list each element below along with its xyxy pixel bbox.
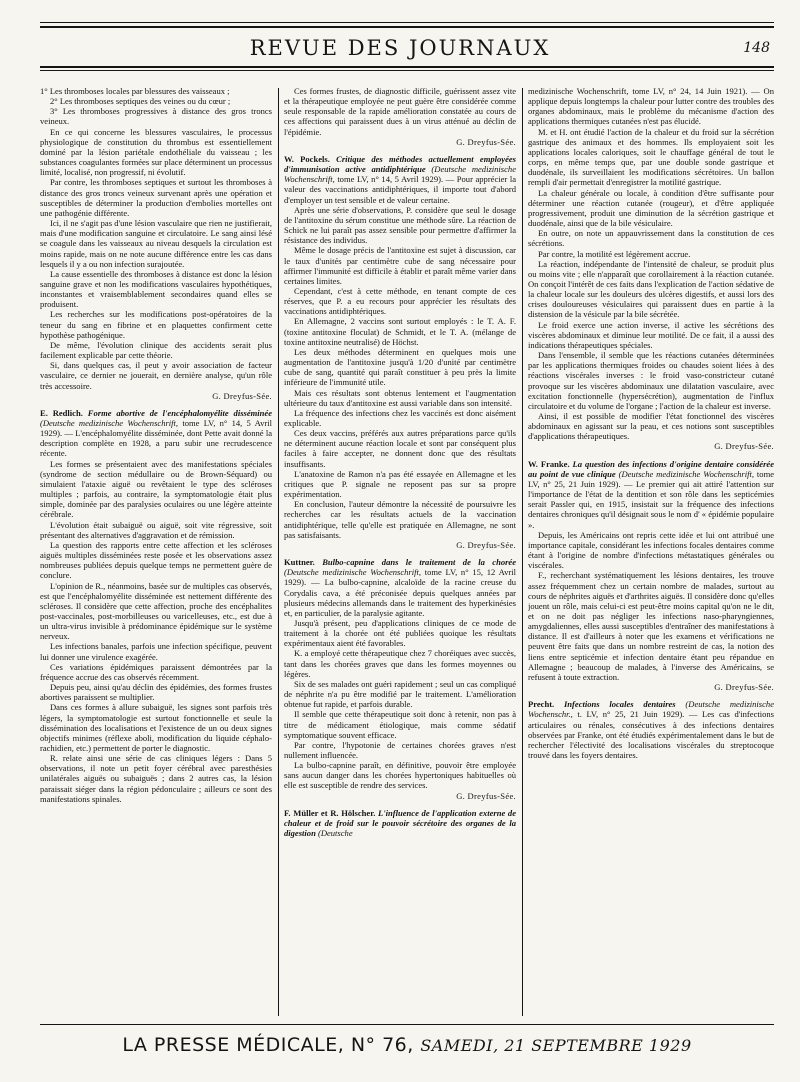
paragraph: Ici, il ne s'agit pas d'une lésion vasculaire que rien ne justifierait, mais d'une modification sanguine et circulatoire. Le sang ainsi lésé se coagule dans les vaisseaux au niveau desquels la circulation est moins rapide, mais on ne note aucune différence entre les cas dans lesquels il y a ou non infection surajoutée. [40, 218, 272, 269]
paragraph: Par contre, les thromboses septiques et surtout les thromboses à distance des gros troncs veineux survenant après une opération et susceptibles de déterminer la production d'embolies mortelles ont une pathogénie différente. [40, 177, 272, 218]
header-rule-top-thick [40, 26, 774, 28]
article-author: Kuttner. [284, 557, 315, 568]
article-title: La question des infections d'origine dentaire considérée au point de vue clinique [528, 458, 774, 479]
article-text: tome LV, n° 25, 21 Juin 1929). — Le premier qui ait attiré l'attention sur l'importance de l'état de la dentition et son rôle dans les septicémies serait Passler qui, en 1915, insistait sur la fréquence des infections dentaires chroniques qu'il désignait sous le nom d' « épidémie populaire ». [528, 468, 774, 530]
paragraph: Le froid exerce une action inverse, il active les sécrétions des viscères abdominaux et diminue leur motilité. De ce fait, il a aussi des indications thérapeutiques spéciales. [528, 319, 774, 350]
paragraph: K. a employé cette thérapeutique chez 7 choréiques avec succès, tant dans les chorées graves que dans les formes moyennes ou légères. [284, 648, 516, 679]
article-heading [528, 459, 774, 530]
paragraph: R. relate ainsi une série de cas cliniques légers : Dans 5 observations, il note un petit foyer cérébral avec paresthésies unilatérales aiguës ou subaiguës ; dans 2 autres cas, la lésion paraissait siéger dans la région pédonculaire ; ailleurs ce sont des manifestations spinales. [40, 753, 272, 804]
author-signature: G. Dreyfus-Sée. [212, 390, 272, 401]
article-author: W. Franke. [528, 458, 570, 469]
paragraph: medizinische Wochenschrift, tome LV, n° 24, 14 Juin 1921). — On applique depuis longtemps la chaleur pour lutter contre des troubles des organes abdominaux, mais le problème du mécanisme d'action des applications thermiques cutanées n'est pas élucidé. [528, 86, 774, 127]
article-author: W. Pockels. [284, 153, 330, 164]
paragraph: Ainsi, il est possible de modifier l'état fonctionnel des viscères abdominaux en agissant sur la peau, et ces notions sont susceptibles d'applications thérapeutiques. [528, 411, 774, 442]
footer-date: SAMEDI, 21 SEPTEMBRE 1929 [420, 1036, 692, 1055]
paragraph: Ces variations épidémiques paraissent démontrées par la fréquence accrue des cas observés récemment. [40, 661, 272, 682]
article-title: Bulbo-capnine dans le traitement de la chorée [322, 557, 516, 568]
paragraph: Les infections banales, parfois une infection spécifique, peuvent lui donner une virulence exagérée. [40, 641, 272, 662]
paragraph: Mais ces résultats sont obtenus lentement et l'augmentation ultérieure du taux d'antitoxine est aussi variable dans son intensité. [284, 387, 516, 408]
text-column-3 [528, 86, 774, 1026]
paragraph: Par contre, l'hypotonie de certaines chorées graves n'est nullement influencée. [284, 739, 516, 760]
paragraph: L'anatoxine de Ramon n'a pas été essayée en Allemagne et les critiques que P. signale ne reposent pas sur sa propre expérimentation. [284, 468, 516, 500]
paragraph: Les deux méthodes déterminent en quelques mois une augmentation de l'antitoxine jusqu'à 1/20 d'unité par centimètre cube de sang, quantité qui paraît constituer à peu près la limite inférieure de l'immunité utile. [284, 346, 516, 388]
paragraph: 3° Les thromboses progressives à distance des gros troncs veineux. [40, 106, 272, 127]
footer-rule [40, 1024, 774, 1025]
text-column-2 [284, 86, 516, 1026]
text-column-1 [40, 86, 272, 1026]
paragraph: Il semble que cette thérapeutique soit donc à retenir, non pas à titre de médicament étiologique, mais comme sédatif symptomatique souvent efficace. [284, 709, 516, 740]
footer-journal: LA PRESSE MÉDICALE, N° 76, [122, 1034, 414, 1056]
column-divider-1 [278, 88, 279, 1016]
paragraph: En conclusion, l'auteur démontre la nécessité de poursuivre les recherches car les résultats actuels de la vaccination antidiphtérique, telle qu'elle est pratiquée en Allemagne, ne sont pas satisfaisants. [284, 499, 516, 540]
paragraph: Six de ses malades ont guéri rapidement ; seul un cas compliqué de néphrite n'a pu être modifié par le traitement. L'amélioration obtenue fut rapide, et parfois durable. [284, 678, 516, 710]
paragraph: 2° Les thromboses septiques des veines ou du cœur ; [50, 96, 231, 107]
article-source: (Deutsche medizinische Wochenschrift, [284, 567, 421, 578]
article-source: (Deutsche [317, 828, 353, 839]
paragraph: Depuis, les Américains ont repris cette idée et lui ont attribué une importance capitale, considérant les infections focales dentaires comme étant à l'origine de nombre d'infections métastatiques générales ou viscérales. [528, 529, 774, 571]
article-text: tome LV, n° 14, 5 Avril 1929). — L'encéphalomyélite disséminée, dont Pette avait donné la description complète en 1928, a paru subir une recrudescence récente. [40, 418, 272, 459]
author-signature: G. Dreyfus-Sée. [714, 441, 774, 452]
article-text: t. LV, n° 25, 21 Juin 1929). — Les cas d'infections articulaires ou rénales, consécutives à des infections dentaires observées par Franke, ont été étudiés expérimentalement dans le but de rechercher l'électivité des localisations viscérales du streptocoque trouvé dans les foyers dentaires. [528, 709, 774, 760]
paragraph: Ces deux vaccins, préférés aux autres préparations parce qu'ils ne déterminent aucune réaction locale et sont par conséquent plus faciles à faire accepter, ne donnent donc que des résultats insuffisants. [284, 428, 516, 469]
paragraph: M. et H. ont étudié l'action de la chaleur et du froid sur la sécrétion gastrique des animaux et des hommes. Ils employaient soit les applications locales caloriques, soit le chauffage général de tout le corps, en même temps que, par une double sonde gastrique et duodénale, ils surveillaient les modifications sécrétoires. Un ballon rempli d'air permettait d'enregistrer la motilité gastrique. [528, 126, 774, 188]
header-rule-bottom [40, 66, 774, 68]
paragraph: F., recherchant systématiquement les lésions dentaires, les trouve assez fréquemment chez un certain nombre de malades, surtout au cours de néphrites aiguës et d'arthrites aiguës. Il considère donc qu'elles jouent un rôle, mais celui-ci est peut-être moins capital qu'on ne le dit, et on ne doit pas négliger les infections naso-pharyngiennes, amygdaliennes, elles aussi susceptibles d'entraîner des manifestations à distance. Il est d'ailleurs à noter que les examens et vérifications ne peuvent être faits que dans un nombre restreint de cas, la notion des liens entre septicémie et infection dentaire étant peu répandue en Allemagne ; beaucoup de malades, à l'inverse des Américains, se refusent à toute extraction. [528, 570, 774, 682]
paragraph: Par contre, la motilité est légèrement accrue. [538, 248, 691, 259]
paragraph: Si, dans quelques cas, il peut y avoir association de facteur vasculaire, ce dernier ne jouerait, en dernière analyse, qu'un rôle très accessoire. [40, 360, 272, 391]
author-signature: G. Dreyfus-Sée. [456, 136, 516, 147]
paragraph: Dans ces formes à allure subaiguë, les signes sont parfois très légers, la symptomatologie est surtout fonctionnelle et seule la dissémination des localisations et l'existence de un ou deux signes objectifs minimes (réflexe aboli, modification du liquide céphalo-rachidien, etc.) permettent de porter le diagnostic. [40, 702, 272, 753]
paragraph: La réaction, indépendante de l'intensité de chaleur, se produit plus ou moins vite ; elle n'apparaît que corollairement à la réaction cutanée. On conçoit l'intérêt de ces faits dans l'explication de l'action sédative de la chaleur locale sur les douleurs des ulcères digestifs, et aussi lors des crises douloureuses vésiculaires qui paraissent dues en partie à la distension de la vésicule par la bile sécrétée. [528, 258, 774, 320]
page-number: 148 [743, 40, 770, 56]
paragraph: En Allemagne, 2 vaccins sont surtout employés : le T. A. F. (toxine antitoxine floculat) de Schmidt, et le T. A. (mélange de toxine antitoxine neutralisé) de Höchst. [284, 316, 516, 347]
footer [40, 1034, 774, 1056]
paragraph: Cependant, c'est à cette méthode, en tenant compte de ces réserves, que P. a eu recours pour apprécier les résultats des vaccinations antidiphtériques. [284, 285, 516, 317]
paragraph: Jusqu'à présent, peu d'applications cliniques de ce mode de traitement à la chorée ont été publiées quoique les résultats expérimentaux aient été favorables. [284, 617, 516, 649]
paragraph: La fréquence des infections chez les vaccinés est donc aisément explicable. [284, 407, 516, 428]
article-text: tome LV, n° 14, 5 Avril 1929). — Pour apprécier la valeur des vaccinations antidiphtériques, il importe tout d'abord d'employer un test sensible et de valeur certaine. [284, 174, 516, 205]
author-signature: G. Dreyfus-Sée. [456, 790, 516, 801]
paragraph: De même, l'évolution clinique des accidents serait plus facilement explicable par cette théorie. [40, 339, 272, 361]
paragraph: Depuis peu, ainsi qu'au déclin des épidémies, des formes frustes abortives paraissent se multiplier. [40, 682, 272, 703]
article-author: Precht. [528, 699, 555, 710]
journal-section-title: REVUE DES JOURNAUX [249, 36, 551, 60]
article-heading [284, 808, 516, 838]
paragraph: Ces formes frustes, de diagnostic difficile, guérissent assez vite et la thérapeutique employée ne peut guère être considérée comme seule responsable de la rapide amélioration constatée au cours de ces affections qui paraissent dues à un virus atténué au déclin de l'épidémie. [284, 86, 516, 137]
article-title: Infections locales dentaires [563, 699, 676, 710]
author-signature: G. Dreyfus-Sée. [714, 682, 774, 693]
article-title: Critique des méthodes actuellement employées d'immunisation active antidiphtérique [284, 153, 516, 175]
article-title: Forme abortive de l'encéphalomyélite disséminée [87, 407, 272, 418]
paragraph: En ce qui concerne les blessures vasculaires, le processus physiologique de constitution du thrombus est essentiellement dominé par la lésion pariétale endothéliale du vaisseau ; les substances coagulantes formées sur place déterminent un processus limité, localisé, non progressif, ni évolutif. [40, 126, 272, 178]
article-author: E. Redlich. [40, 407, 83, 418]
article-source: (Deutsche medizinische Wochenschr., [528, 699, 774, 720]
paragraph: La chaleur générale ou locale, à condition d'être suffisante pour déterminer une réaction cutanée (rougeur), et d'être appliquée progressivement, produit une diminution de la sécrétion gastrique et duodénale, ainsi que de la bile vésiculaire. [528, 187, 774, 229]
column-divider-2 [522, 88, 523, 1016]
author-signature: G. Dreyfus-Sée. [456, 539, 516, 550]
article-heading [284, 557, 516, 618]
paragraph: En outre, on note un appauvrissement dans la constitution de ces sécrétions. [528, 228, 774, 249]
paragraph: 1° Les thromboses locales par blessures des vaisseaux ; [40, 86, 230, 96]
article-heading [528, 699, 774, 760]
article-heading [40, 408, 272, 459]
article-title: L'influence de l'application externe de chaleur et de froid sur le pouvoir sécrétoire des organes de la digestion [284, 807, 516, 839]
paragraph: Même le dosage précis de l'antitoxine est sujet à discussion, car le taux d'unités par centimètre cube de sang nécessaire pour affirmer l'immunité est difficile à établir et paraît même varier dans certaines limites. [284, 245, 516, 286]
paragraph: L'opinion de R., néanmoins, basée sur de multiples cas observés, est que l'encéphalomyélite disséminée est nettement différente des scléroses. Il considère que cette affection, proche des encéphalites post-vaccinales, post-morbilleuses ou varicelleuses, etc., est due à un ultra-virus invisible à prédominance épidémique sur le système nerveux. [40, 580, 272, 642]
article-source: (Deutsche medizinische Wochenschrift, [40, 418, 179, 428]
paragraph: La question des rapports entre cette affection et les scléroses aiguës multiples disséminées reste posée et les observations assez nombreuses publiées depuis quelque temps ne permettent guère de conclure. [40, 539, 272, 581]
article-author: F. Müller et R. Hölscher. [284, 807, 376, 818]
article-heading [284, 154, 516, 205]
article-source: (Deutsche medizinische Wochenschrift, [284, 164, 516, 185]
paragraph: Après une série d'observations, P. considère que seul le dosage de l'antitoxine du sérum constitue une méthode sûre. La réaction de Schick ne lui paraît pas assez sensible pour permettre d'affirmer la résistance des individus. [284, 204, 516, 246]
header-rule-top [40, 22, 774, 23]
paragraph: Dans l'ensemble, il semble que les réactions cutanées déterminées par les applications thermiques froides ou chaudes soient liées à des réactions viscérales inverses : le froid vaso-constricteur cutané provoque sur les viscères abdominaux une dilatation vasculaire, avec excitation fonctionnelle (hypersécrétion), augmentation de l'influx circulatoire et du volume de l'organe ; l'action de la chaleur est inverse. [528, 350, 774, 411]
header-rule-bottom-thin [40, 70, 774, 71]
paragraph: Les formes se présentaient avec des manifestations spéciales (syndrome de section médullaire ou de Brown-Séquard) ou simulaient l'ataxie aiguë ou revêtaient le type des scléroses multiples ; parfois, au contraire, la symptomatologie était plus simple, dominée par des paralysies oculaires ou une légère atteinte cérébrale. [40, 458, 272, 520]
article-source: (Deutsche medizinische Wochenschrift, [618, 468, 754, 479]
paragraph: Les recherches sur les modifications post-opératoires de la teneur du sang en fibrine et en plaquettes confirment cette hypothèse pathogénique. [40, 309, 272, 340]
paragraph: L'évolution était subaiguë ou aiguë, soit vite régressive, soit présentant des alternatives d'aggravation et de rémission. [40, 519, 272, 540]
article-text: tome LV, n° 15, 12 Avril 1929). — La bulbo-capnine, alcaloïde de la racine creuse du Corydalis cava, a été préconisée depuis quelques années par plusieurs médecins allemands dans le traitement des hyperkinésies et, en particulier, de la paralysie agitante. [284, 567, 516, 618]
paragraph: La bulbo-capnine paraît, en définitive, pouvoir être employée sans aucun danger dans les chorées hypertoniques habituelles où elle est susceptible de rendre des services. [284, 760, 516, 791]
paragraph: La cause essentielle des thromboses à distance est donc la lésion sanguine grave et non les modifications vasculaires hypothétiques, inconstantes et vraisemblablement secondaires quand elles se produisent. [40, 268, 272, 310]
